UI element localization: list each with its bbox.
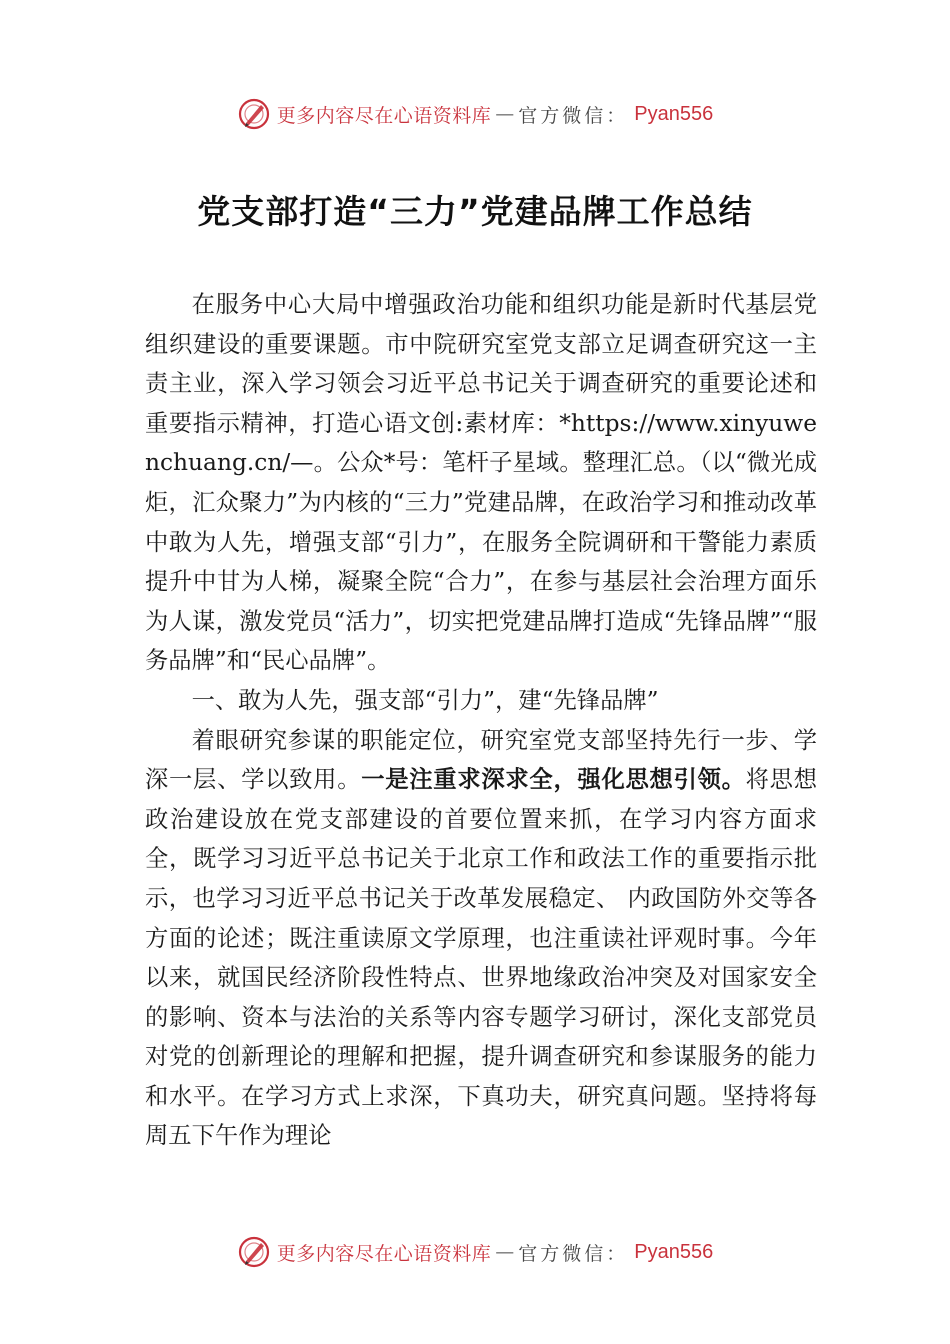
- header-banner: [0, 94, 950, 134]
- paragraph-text: 将思想政治建设放在党支部建设的首要位置来抓，在学习内容方面求全，既学习习近平总书记关于北京工作和政法工作的重要指示批示，也学习习近平总书记关于改革发展稳定、 内政国防外交等各方面的论述；既注重读原文学原理，也注重读社评观时事。今年以来，就国民经济阶段性特点、世界地缘政治冲突及对国家安全的影响、资本与法治的关系等内容专题学习研讨，深化支部党员对党的创新理论的理解和把握，提升调查研究和参谋服务的能力和水平。在学习方式上求深，下真功夫，研究真问题。坚持将每周五下午作为理论: [145, 766, 818, 1150]
- document-title: 党支部打造“三力”党建品牌工作总结: [197, 192, 753, 231]
- banner-wechat-id: Pyan556: [634, 1240, 714, 1263]
- document-body: [145, 285, 817, 1156]
- banner-library-text: 更多内容尽在心语资料库: [276, 1242, 492, 1265]
- section-heading-1: 一、敢为人先，强支部“引力”，建“先锋品牌”: [191, 686, 659, 714]
- pen-logo-icon: [237, 1235, 271, 1269]
- paragraph-text: 着眼研究参谋的职能定位，研究室党支部坚持先行一步、学深一层、学以致用。: [145, 726, 817, 794]
- banner-wechat-label: 官方微信：: [518, 104, 629, 127]
- paragraph-intro: 在服务中心大局中增强政治功能和组织功能是新时代基层党组织建设的重要课题。市中院研究室党支部立足调查研究这一主责主业，深入学习领会习近平总书记关于调查研究的重要论述和重要指示精神，打造心语文创:素材库：*https://www.xinyuwenchuang.cn/—。公众*号：笔杆子星域。整理汇总。（以“微光成炬，汇众聚力”为内核的“三力”党建品牌，在政治学习和推动改革中敢为人先，增强支部“引力”，在服务全院调研和干警能力素质提升中甘为人梯，凝聚全院“合力”，在参与基层社会治理方面乐为人谋，激发党员“活力”，切实把党建品牌打造成“先锋品牌”“服务品牌”和“民心品牌”。: [145, 291, 817, 675]
- footer-banner: [0, 1232, 950, 1272]
- banner-wechat-label: 官方微信：: [518, 1242, 629, 1265]
- banner-separator: —: [495, 1241, 515, 1263]
- pen-logo-icon: [237, 97, 271, 131]
- bold-emphasis: 一是注重求深求全，强化思想引领。: [361, 766, 746, 794]
- banner-separator: —: [495, 103, 515, 125]
- paragraph-section-1: [145, 721, 817, 1157]
- banner-wechat-id: Pyan556: [634, 102, 714, 125]
- banner-library-text: 更多内容尽在心语资料库: [276, 104, 492, 127]
